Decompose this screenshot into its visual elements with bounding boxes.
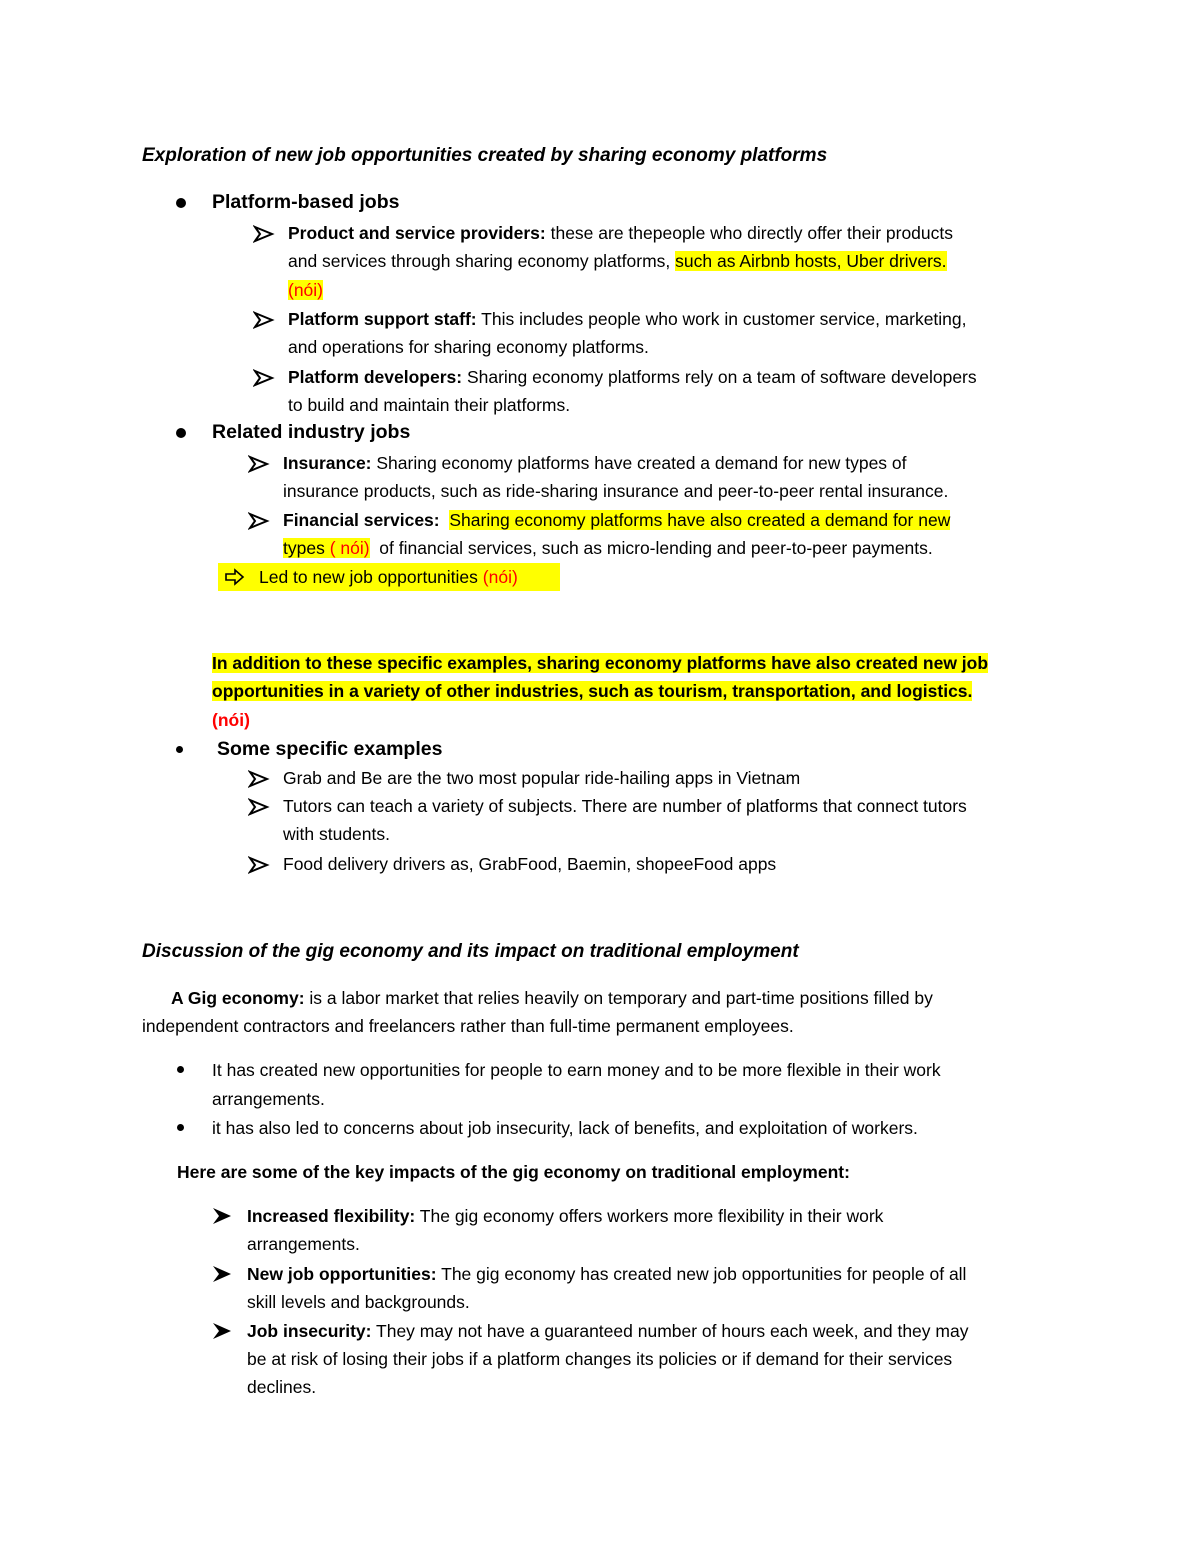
highlighted-text: such as Airbnb hosts, Uber drivers. (675, 251, 947, 271)
definition-line: A Gig economy: is a labor market that relies heavily on temporary and part-time positions filled by (171, 988, 933, 1008)
list-item-text: to build and maintain their platforms. (288, 395, 571, 415)
bullet-icon (176, 428, 186, 438)
impacts-title: Here are some of the key impacts of the gig economy on traditional employment: (177, 1162, 850, 1182)
arrow-bullet-icon (248, 455, 270, 473)
impact-text: New job opportunities: The gig economy has created new job opportunities for people of all (247, 1264, 967, 1284)
subsection-title: Related industry jobs (212, 421, 411, 443)
impact-text: Increased flexibility: The gig economy offers workers more flexibility in their work (247, 1206, 884, 1226)
subsection-title: Some specific examples (217, 738, 443, 760)
list-item-text: Product and service providers: these are thepeople who directly offer their products (288, 223, 954, 243)
bullet-icon (176, 746, 183, 753)
arrow-bullet-icon (248, 798, 270, 816)
impact-text: Job insecurity: They may not have a guaranteed number of hours each week, and they may (247, 1321, 969, 1341)
impact-text: skill levels and backgrounds. (247, 1292, 470, 1312)
bullet-text: it has also led to concerns about job insecurity, lack of benefits, and exploitation of workers. (212, 1118, 918, 1138)
arrow-bullet-icon (211, 1265, 233, 1283)
list-item-text: Platform developers: Sharing economy platforms rely on a team of software developers (288, 367, 977, 387)
list-item-text: types ( nói) of financial services, such as micro-lending and peer-to-peer payments. (283, 538, 933, 558)
definition-line: independent contractors and freelancers rather than full-time permanent employees. (142, 1016, 794, 1036)
list-item-text: Platform support staff: This includes people who work in customer service, marketing, (288, 309, 967, 329)
list-item-text: and operations for sharing economy platforms. (288, 337, 649, 357)
paragraph-line: opportunities in a variety of other industries, such as tourism, transportation, and logistics. (212, 681, 973, 701)
arrow-bullet-icon (248, 856, 270, 874)
arrow-bullet-icon (211, 1322, 233, 1340)
subsection-title: Platform-based jobs (212, 191, 400, 213)
arrow-bullet-icon (211, 1207, 233, 1225)
list-item-text: Insurance: Sharing economy platforms have created a demand for new types of (283, 453, 907, 473)
section-title: Discussion of the gig economy and its impact on traditional employment (142, 941, 799, 962)
list-item-text: Food delivery drivers as, GrabFood, Baemin, shopeeFood apps (283, 854, 777, 874)
arrow-bullet-icon (253, 311, 275, 329)
list-item-text: and services through sharing economy platforms, such as Airbnb hosts, Uber drivers. (288, 251, 947, 271)
arrow-bullet-icon (253, 369, 275, 387)
impact-text: arrangements. (247, 1234, 360, 1254)
list-item-text: Grab and Be are the two most popular ride-hailing apps in Vietnam (283, 768, 801, 788)
bullet-text: It has created new opportunities for people to earn money and to be more flexible in their work (212, 1060, 941, 1080)
impact-text: declines. (247, 1377, 317, 1397)
bullet-icon (176, 198, 186, 208)
list-item-text: Financial services: Sharing economy platforms have also created a demand for new (283, 510, 951, 530)
right-arrow-icon (224, 568, 246, 586)
impact-text: be at risk of losing their jobs if a platform changes its policies or if demand for their services (247, 1349, 953, 1369)
bullet-icon (177, 1124, 184, 1131)
arrow-bullet-icon (253, 225, 275, 243)
list-item-text: Tutors can teach a variety of subjects. There are number of platforms that connect tutors (283, 796, 967, 816)
highlighted-text: Sharing economy platforms have also created a demand for new (449, 510, 951, 530)
section-title: Exploration of new job opportunities created by sharing economy platforms (142, 145, 828, 166)
arrow-bullet-icon (248, 512, 270, 530)
conclusion-text: Led to new job opportunities (nói) (259, 567, 518, 587)
bullet-text: arrangements. (212, 1089, 325, 1109)
list-item-text: insurance products, such as ride-sharing insurance and peer-to-peer rental insurance. (283, 481, 949, 501)
bullet-icon (177, 1066, 184, 1073)
list-item-text: with students. (283, 824, 390, 844)
note-text: (nói) (212, 710, 250, 730)
paragraph-line: In addition to these specific examples, sharing economy platforms have also created new job (212, 653, 989, 673)
note-text: (nói) (288, 280, 324, 300)
arrow-bullet-icon (248, 770, 270, 788)
